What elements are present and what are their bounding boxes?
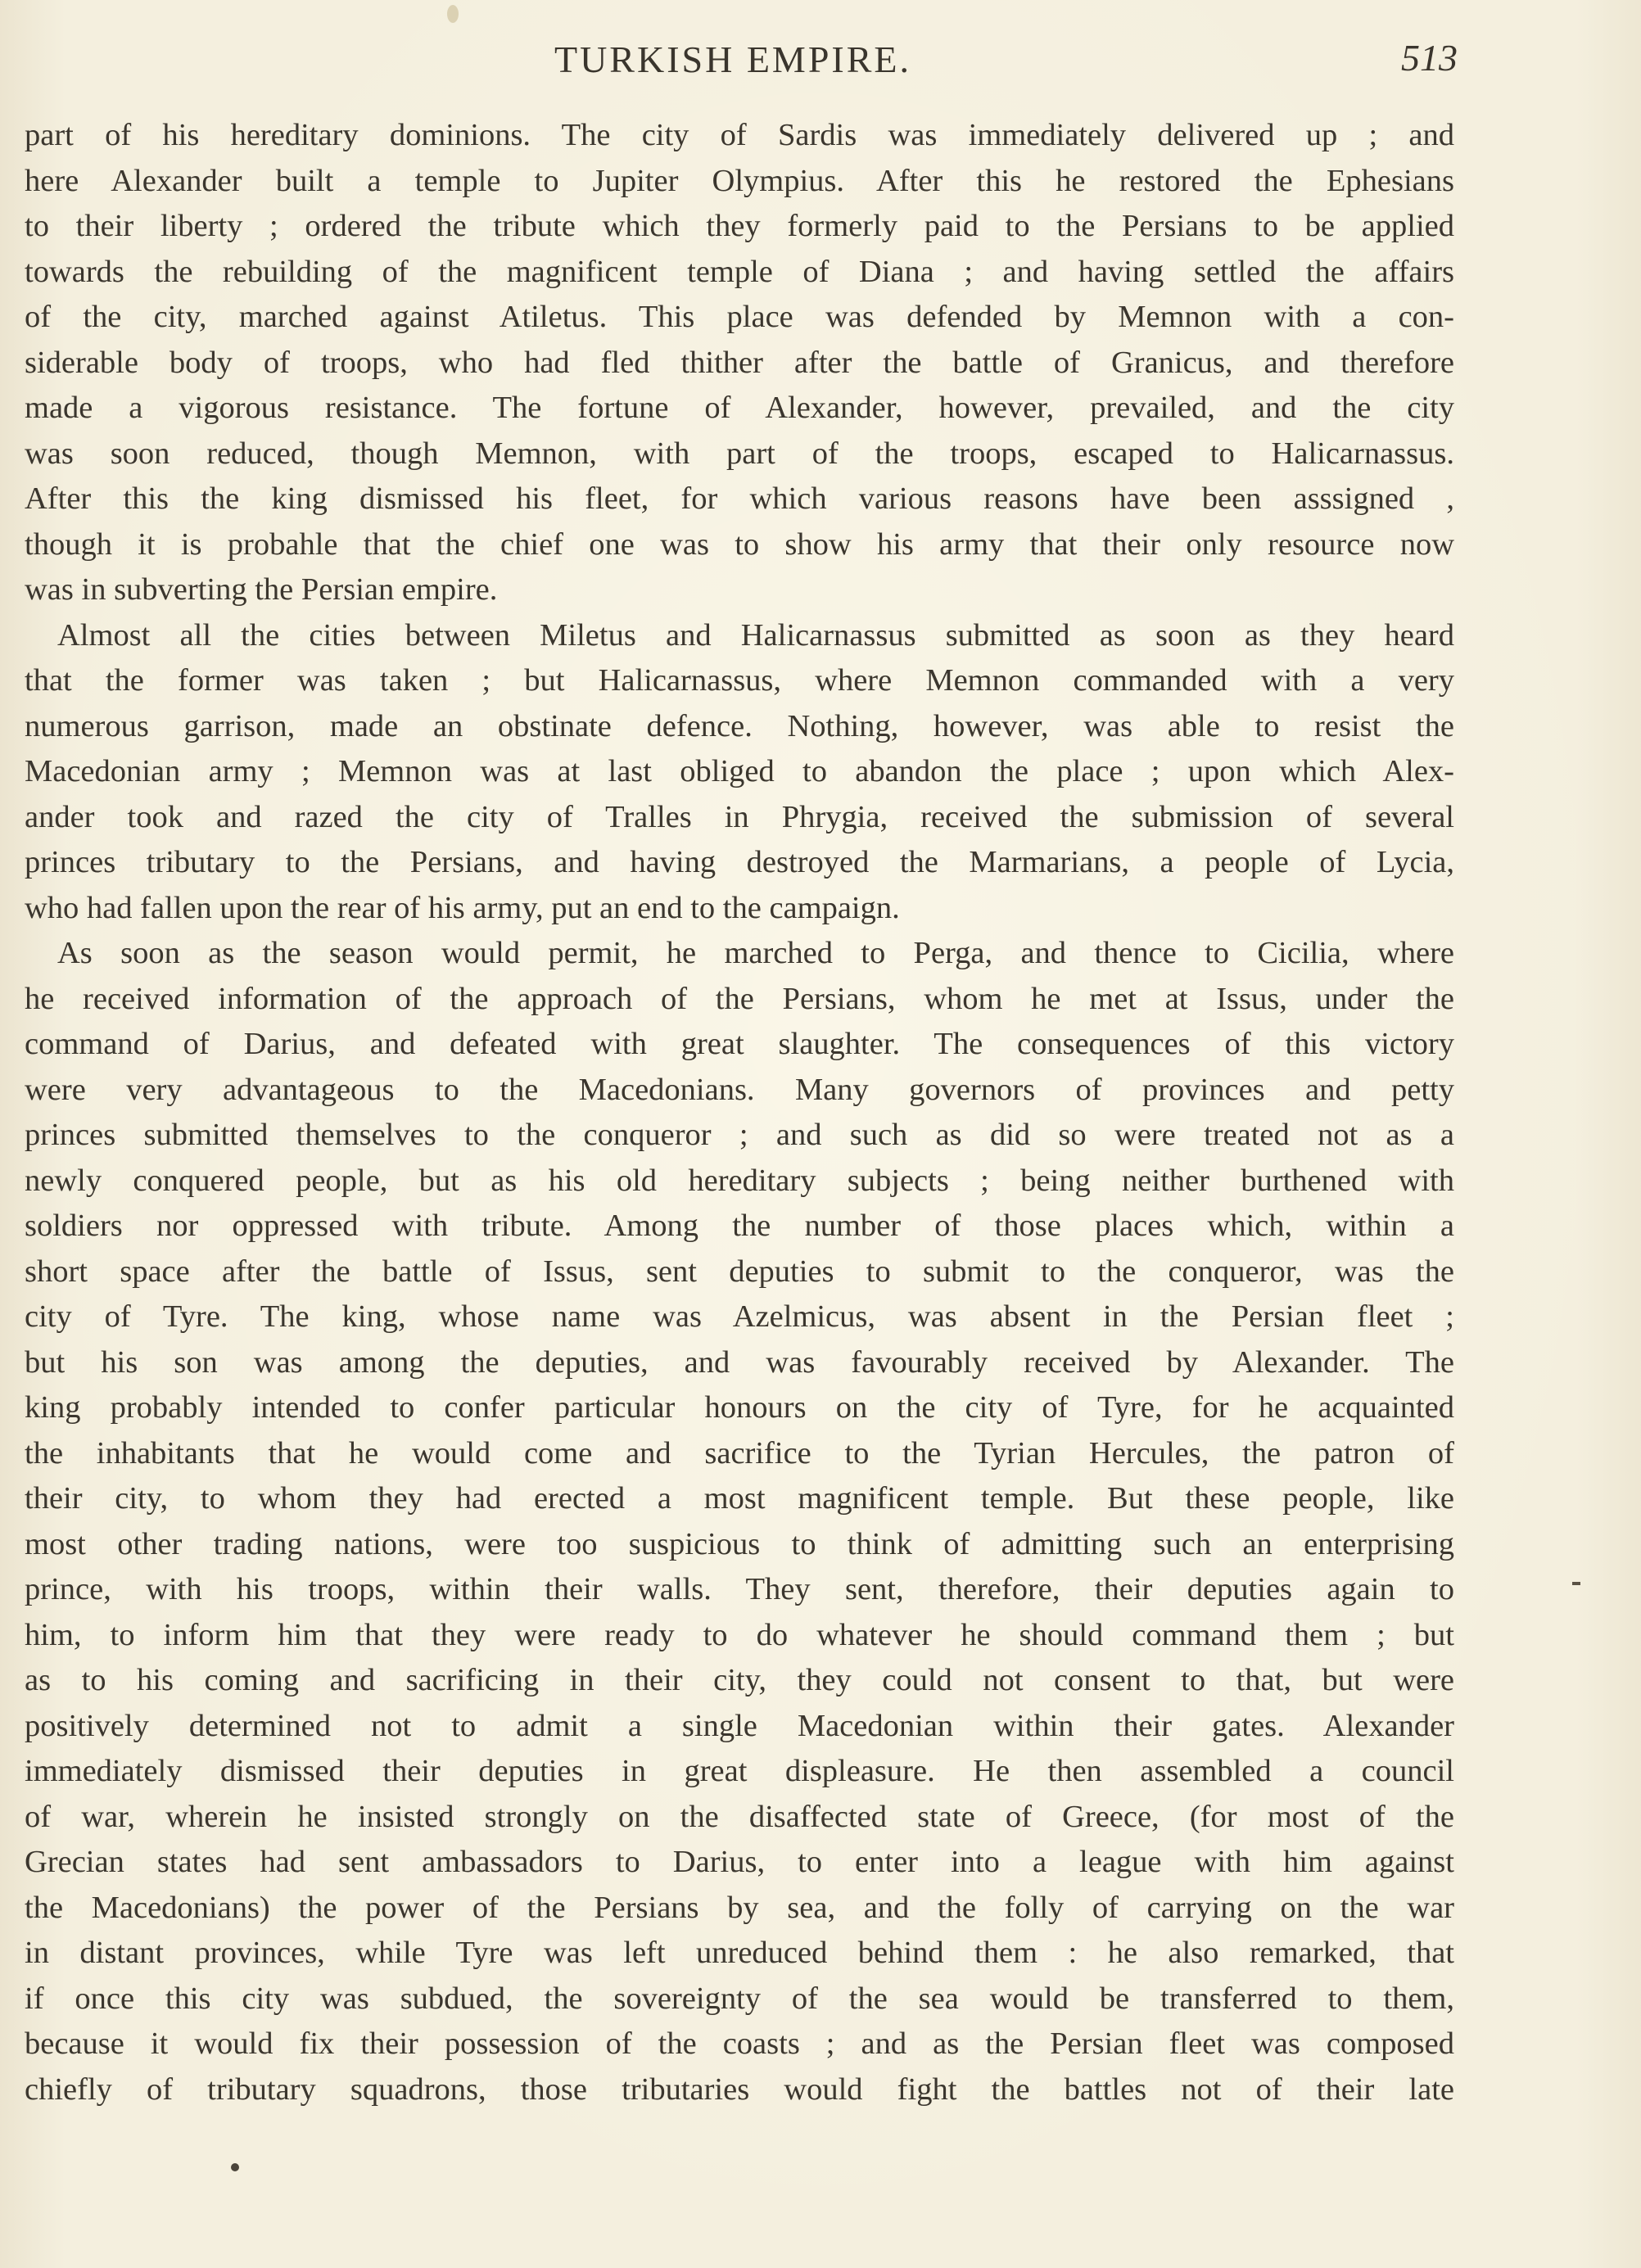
text-line: most other trading nations, were too suspicious to think of admitting such an enterprising [25, 1526, 1454, 1561]
ink-mark [1572, 1582, 1580, 1585]
text-line: king probably intended to confer particular honours on the city of Tyre, for he acquainted [25, 1390, 1454, 1425]
text-line: that the former was taken ; but Halicarnassus, where Memnon commanded with a very [25, 663, 1454, 698]
text-line: positively determined not to admit a single Macedonian within their gates. Alexander [25, 1708, 1454, 1743]
text-line: the Macedonians) the power of the Persians by sea, and the folly of carrying on the war [25, 1890, 1454, 1925]
text-line: prince, with his troops, within their walls. They sent, therefore, their deputies again to [25, 1572, 1454, 1606]
paragraph-start-line: As soon as the season would permit, he marched to Perga, and thence to Cicilia, where [57, 936, 1454, 970]
text-line: ander took and razed the city of Tralles in Phrygia, received the submission of several [25, 799, 1454, 834]
text-line: made a vigorous resistance. The fortune of Alexander, however, prevailed, and the city [25, 391, 1454, 425]
text-line: newly conquered people, but as his old hereditary subjects ; being neither burthened with [25, 1163, 1454, 1198]
text-line: soldiers nor oppressed with tribute. Among the number of those places which, within a [25, 1209, 1454, 1243]
page-number: 513 [1401, 37, 1458, 79]
text-line: as to his coming and sacrificing in their city, they could not consent to that, but were [25, 1663, 1454, 1697]
text-line: their city, to whom they had erected a most magnificent temple. But these people, like [25, 1481, 1454, 1516]
text-line: though it is probahle that the chief one was to show his army that their only resource now [25, 526, 1454, 562]
text-line: because it would fix their possession of the coasts ; and as the Persian fleet was composed [25, 2026, 1454, 2061]
text-line: here Alexander built a temple to Jupiter Olympius. After this he restored the Ephesians [25, 163, 1454, 198]
text-line: part of his hereditary dominions. The city of Sardis was immediately delivered up ; and [25, 118, 1454, 152]
paragraph-end-line: who had fallen upon the rear of his army, put an end to the campaign. [25, 890, 900, 925]
paragraph-end-line: was in subverting the Persian empire. [25, 572, 498, 607]
text-line: princes submitted themselves to the conqueror ; and such as did so were treated not as a [25, 1118, 1454, 1152]
text-line: siderable body of troops, who had fled thither after the battle of Granicus, and therefore [25, 345, 1454, 380]
text-line: was soon reduced, though Memnon, with part of the troops, escaped to Halicarnassus. [25, 436, 1454, 471]
text-line: towards the rebuilding of the magnificent temple of Diana ; and having settled the affairs [25, 254, 1454, 289]
text-line: he received information of the approach of the Persians, whom he met at Issus, under the [25, 981, 1454, 1016]
text-line: command of Darius, and defeated with great slaughter. The consequences of this victory [25, 1027, 1454, 1061]
body-text [25, 113, 1454, 2112]
paragraph-start-line: Almost all the cities between Miletus and Halicarnassus submitted as soon as they heard [57, 617, 1454, 653]
ink-dot [231, 2163, 239, 2171]
text-line: in distant provinces, while Tyre was left unreduced behind them : he also remarked, that [25, 1936, 1454, 1970]
text-line: if once this city was subdued, the sovereignty of the sea would be transferred to them, [25, 1981, 1454, 2016]
text-line: of the city, marched against Atiletus. This place was defended by Memnon with a con- [25, 300, 1454, 334]
text-line: short space after the battle of Issus, sent deputies to submit to the conqueror, was the [25, 1254, 1454, 1289]
running-head [0, 33, 1641, 90]
text-line: were very advantageous to the Macedonians. Many governors of provinces and petty [25, 1072, 1454, 1107]
text-line: princes tributary to the Persians, and having destroyed the Marmarians, a people of Lycia, [25, 845, 1454, 879]
text-line: but his son was among the deputies, and was favourably received by Alexander. The [25, 1344, 1454, 1380]
text-line: chiefly of tributary squadrons, those tributaries would fight the battles not of their late [25, 2071, 1454, 2107]
text-line: him, to inform him that they were ready to do whatever he should command them ; but [25, 1617, 1454, 1652]
text-line: the inhabitants that he would come and sacrifice to the Tyrian Hercules, the patron of [25, 1435, 1454, 1471]
text-line: city of Tyre. The king, whose name was Azelmicus, was absent in the Persian fleet ; [25, 1299, 1454, 1334]
text-line: After this the king dismissed his fleet, for which various reasons have been asssigned , [25, 481, 1454, 516]
page-title: TURKISH EMPIRE. [554, 38, 912, 80]
text-line: numerous garrison, made an obstinate defence. Nothing, however, was able to resist the [25, 708, 1454, 743]
text-line: Macedonian army ; Memnon was at last obliged to abandon the place ; upon which Alex- [25, 754, 1454, 788]
text-line: of war, wherein he insisted strongly on the disaffected state of Greece, (for most of the [25, 1799, 1454, 1834]
text-line: immediately dismissed their deputies in great displeasure. He then assembled a council [25, 1754, 1454, 1788]
text-line: Grecian states had sent ambassadors to Darius, to enter into a league with him against [25, 1845, 1454, 1879]
text-line: to their liberty ; ordered the tribute which they formerly paid to the Persians to be applied [25, 209, 1454, 243]
ink-smudge [447, 5, 459, 23]
